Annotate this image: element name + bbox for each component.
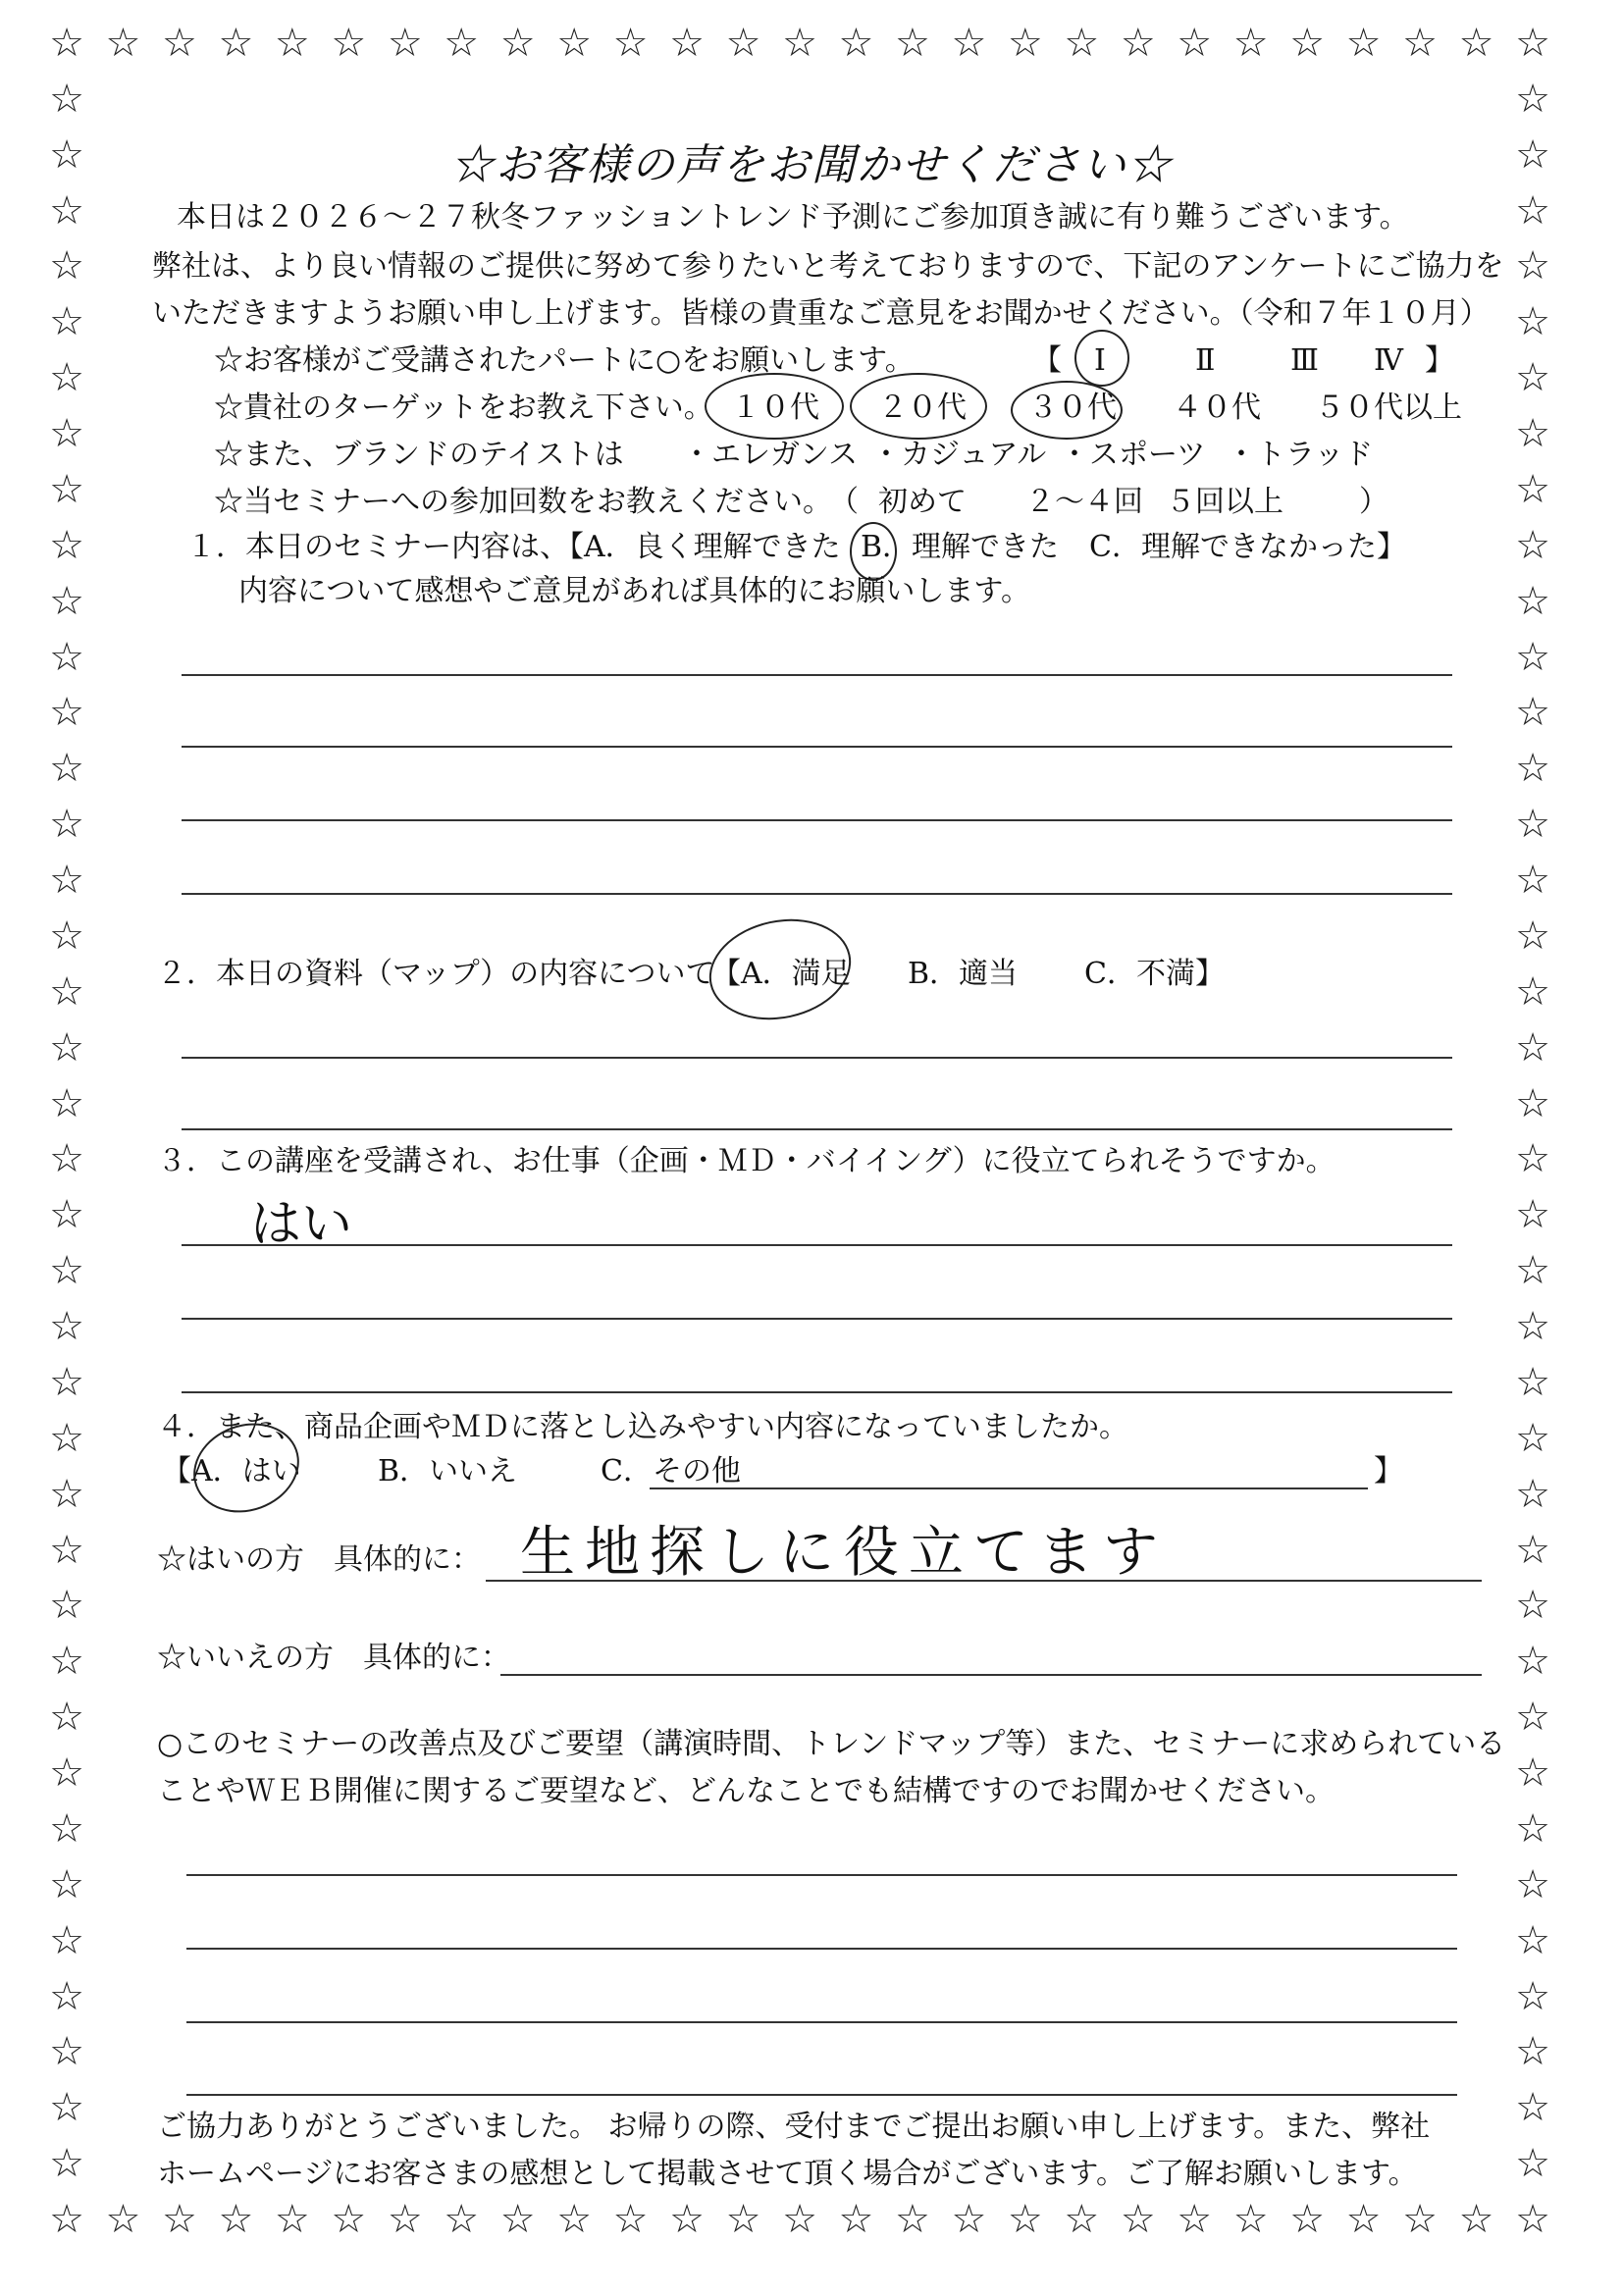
border-star-icon: ☆ [1345,2197,1382,2242]
border-star-icon: ☆ [1515,1192,1550,1238]
q4-option-c[interactable]: C．その他 [601,1454,741,1488]
q4-yes-label: ☆はいの方 具体的に： [157,1542,481,1577]
taste-option-elegance[interactable]: ・エレガンス [682,438,859,472]
q1-option-c[interactable]: C．理解できなかった】 [1089,530,1406,564]
q3-answer-line-1[interactable] [182,1244,1452,1246]
border-star-icon: ☆ [669,2197,705,2242]
count-option-2-4[interactable]: ２～４回 [1025,485,1143,519]
q2-answer-line-2[interactable] [182,1128,1452,1130]
border-star-icon: ☆ [1515,299,1550,345]
border-star-icon: ☆ [49,76,84,122]
border-star-icon: ☆ [49,522,84,568]
question-target-label: ☆貴社のターゲットをお教え下さい。 [214,391,713,425]
border-star-icon: ☆ [556,21,593,66]
border-star-icon: ☆ [49,1861,84,1907]
q4-option-b[interactable]: B．いいえ [378,1454,518,1488]
q2-option-c[interactable]: C．不満】 [1084,957,1225,991]
question-count-open-paren: （ [829,485,859,519]
border-star-icon: ☆ [331,2197,367,2242]
border-star-icon: ☆ [1458,21,1494,66]
border-star-icon: ☆ [49,1639,84,1685]
border-star-icon: ☆ [49,578,84,624]
border-star-icon: ☆ [1289,2197,1326,2242]
border-star-icon: ☆ [1515,1861,1550,1907]
border-star-icon: ☆ [1289,21,1326,66]
q4-close-bracket: 】 [1374,1454,1403,1488]
border-star-icon: ☆ [1515,1527,1550,1573]
border-star-icon: ☆ [1120,2197,1156,2242]
target-option-50s-plus[interactable]: ５０代以上 [1315,391,1462,425]
q1-selected-circle [850,522,897,581]
question-part-label: ☆お客様がご受講されたパートに○をお願いします。 [214,343,915,378]
question-count-close-paren: ） [1359,485,1388,519]
border-star-icon: ☆ [1515,2029,1550,2075]
taste-option-sports[interactable]: ・スポーツ [1060,438,1206,472]
border-star-icon: ☆ [1515,2197,1550,2242]
border-star-icon: ☆ [274,2197,310,2242]
border-star-icon: ☆ [1515,1973,1550,2019]
border-star-icon: ☆ [838,21,874,66]
border-star-icon: ☆ [951,2197,987,2242]
border-star-icon: ☆ [1515,1359,1550,1405]
border-star-icon: ☆ [1515,1136,1550,1182]
part-selected-circle [1074,330,1129,387]
border-star-icon: ☆ [1515,913,1550,959]
border-star-icon: ☆ [1515,1695,1550,1741]
border-star-icon: ☆ [49,1583,84,1629]
border-star-icon: ☆ [894,21,930,66]
border-star-icon: ☆ [49,1248,84,1294]
border-star-icon: ☆ [49,1750,84,1797]
border-star-icon: ☆ [1515,1248,1550,1294]
border-star-icon: ☆ [49,690,84,736]
border-star-icon: ☆ [274,21,310,66]
border-star-icon: ☆ [1177,2197,1213,2242]
border-star-icon: ☆ [49,1415,84,1461]
border-star-icon: ☆ [1515,1304,1550,1350]
border-star-icon: ☆ [1515,76,1550,122]
border-star-icon: ☆ [1515,1583,1550,1629]
intro-line-2: 弊社は、より良い情報のご提供に努めて参りたいと考えておりますので、下記のアンケートにご協力を [152,249,1504,284]
question-taste-label: ☆また、ブランドのテイストは [214,438,624,472]
target-option-30s[interactable]: ３０代 [1028,391,1117,425]
border-star-icon: ☆ [49,913,84,959]
q4-yes-handwritten-answer: 生地探しに役立てます [520,1521,1168,1585]
question-1-sub: 内容について感想やご意見があれば具体的にお願いします。 [238,574,1030,608]
border-star-icon: ☆ [49,466,84,512]
border-star-icon: ☆ [1515,1805,1550,1852]
intro-line-1: 本日は２０２６～２７秋冬ファッショントレンド予測にご参加頂き誠に有り難うございます。 [177,200,1409,235]
border-star-icon: ☆ [49,1471,84,1517]
intro-line-3: いただきますようお願い申し上げます。皆様の貴重なご意見をお聞かせください。（令和７年１０月） [152,296,1490,331]
footer-line-1: ご協力ありがとうございました。 お帰りの際、受付までご提出お願い申し上げます。また、弊社 [157,2110,1431,2144]
border-star-icon: ☆ [161,21,197,66]
border-star-icon: ☆ [1177,21,1213,66]
border-star-icon: ☆ [1515,1024,1550,1070]
border-star-icon: ☆ [556,2197,593,2242]
border-star-icon: ☆ [49,858,84,904]
border-star-icon: ☆ [782,2197,817,2242]
border-star-icon: ☆ [499,2197,536,2242]
border-star-icon: ☆ [444,2197,480,2242]
taste-option-trad[interactable]: ・トラッド [1227,438,1374,472]
q1-answer-line-4[interactable] [182,893,1452,895]
border-star-icon: ☆ [1515,802,1550,848]
target-selected-circle-20s [850,373,987,440]
border-star-icon: ☆ [105,2197,141,2242]
border-star-icon: ☆ [49,1917,84,1963]
border-star-icon: ☆ [1515,355,1550,401]
border-star-icon: ☆ [1515,522,1550,568]
border-star-icon: ☆ [1515,690,1550,736]
q3-answer-line-3[interactable] [182,1391,1452,1393]
q2-selected-circle [700,907,861,1032]
border-star-icon: ☆ [1007,21,1043,66]
part-option-2[interactable]: Ⅱ [1195,343,1216,378]
border-star-icon: ☆ [1515,243,1550,289]
target-option-10s[interactable]: １０代 [731,391,819,425]
border-star-icon: ☆ [1515,746,1550,792]
target-option-40s[interactable]: ４０代 [1173,391,1261,425]
footer-line-2: ホームページにお客さまの感想として掲載させて頂く場合がございます。ご了解お願いします。 [157,2157,1418,2191]
q4-option-a[interactable]: 【A．はい [162,1454,301,1488]
border-star-icon: ☆ [49,187,84,234]
border-star-icon: ☆ [1515,1080,1550,1126]
border-star-icon: ☆ [1064,21,1100,66]
border-star-icon: ☆ [1515,578,1550,624]
q2-answer-line-1[interactable] [182,1057,1452,1059]
q4-no-answer-line[interactable] [500,1674,1482,1676]
q2-option-a[interactable]: 【A．満足 [711,957,851,991]
border-star-icon: ☆ [725,2197,761,2242]
border-star-icon: ☆ [1120,21,1156,66]
q3-answer-line-2[interactable] [182,1318,1452,1320]
border-star-icon: ☆ [49,2085,84,2131]
border-star-icon: ☆ [49,968,84,1015]
border-star-icon: ☆ [1515,858,1550,904]
border-star-icon: ☆ [49,131,84,178]
request-line-1: ○このセミナーの改善点及びご要望（講演時間、トレンドマップ等）また、セミナーに求められている [157,1727,1506,1761]
count-option-first[interactable]: 初めて [878,485,967,519]
request-answer-line-4[interactable] [186,2094,1457,2096]
question-count-label: ☆当セミナーへの参加回数をお教えください。 [214,485,832,519]
border-star-icon: ☆ [49,1973,84,2019]
border-star-icon: ☆ [1515,2141,1550,2187]
border-star-icon: ☆ [387,21,423,66]
border-star-icon: ☆ [1515,2085,1550,2131]
page-title: ☆お客様の声をお聞かせください☆ [450,140,1173,190]
border-star-icon: ☆ [1064,2197,1100,2242]
q4-no-label: ☆いいえの方 具体的に： [157,1641,510,1675]
border-star-icon: ☆ [49,1136,84,1182]
border-star-icon: ☆ [725,21,761,66]
border-star-icon: ☆ [331,21,367,66]
question-3-text: ３．この講座を受講され、お仕事（企画・ＭＤ・バイイング）に役立てられそうですか。 [157,1144,1335,1178]
border-star-icon: ☆ [49,1080,84,1126]
border-star-icon: ☆ [1232,2197,1269,2242]
count-option-5-plus[interactable]: ５回以上 [1166,485,1283,519]
request-line-2: ことやＷＥＢ開催に関するご要望など、どんなことでも結構ですのでお聞かせください。 [157,1774,1335,1808]
border-star-icon: ☆ [1515,131,1550,178]
border-star-icon: ☆ [838,2197,874,2242]
target-selected-circle-30s [1011,381,1123,440]
border-star-icon: ☆ [387,2197,423,2242]
q3-handwritten-answer: はい [250,1195,353,1254]
border-star-icon: ☆ [49,746,84,792]
question-4-text: ４．また、商品企画やＭＤに落とし込みやすい内容になっていましたか。 [157,1410,1128,1444]
border-star-icon: ☆ [49,1359,84,1405]
border-star-icon: ☆ [49,1304,84,1350]
border-star-icon: ☆ [218,2197,254,2242]
border-star-icon: ☆ [1515,411,1550,457]
border-star-icon: ☆ [49,634,84,680]
border-star-icon: ☆ [49,1192,84,1238]
border-star-icon: ☆ [49,1527,84,1573]
border-star-icon: ☆ [1402,21,1438,66]
border-star-icon: ☆ [1515,1917,1550,1963]
border-star-icon: ☆ [49,355,84,401]
border-star-icon: ☆ [49,299,84,345]
border-star-icon: ☆ [49,411,84,457]
border-star-icon: ☆ [894,2197,930,2242]
border-star-icon: ☆ [1232,21,1269,66]
border-star-icon: ☆ [1402,2197,1438,2242]
border-star-icon: ☆ [1515,634,1550,680]
border-star-icon: ☆ [49,2197,84,2242]
border-star-icon: ☆ [1515,466,1550,512]
border-star-icon: ☆ [1515,1639,1550,1685]
border-star-icon: ☆ [49,2141,84,2187]
q1-answer-line-3[interactable] [182,819,1452,821]
border-star-icon: ☆ [1458,2197,1494,2242]
border-star-icon: ☆ [1515,1471,1550,1517]
border-star-icon: ☆ [951,21,987,66]
border-star-icon: ☆ [1515,1750,1550,1797]
q1-answer-line-2[interactable] [182,746,1452,748]
border-star-icon: ☆ [218,21,254,66]
question-1-text: １．本日のセミナー内容は、【A．良く理解できた [186,530,841,564]
border-star-icon: ☆ [49,1805,84,1852]
border-star-icon: ☆ [1007,2197,1043,2242]
border-star-icon: ☆ [1515,1415,1550,1461]
q2-option-b[interactable]: B．適当 [908,957,1019,991]
taste-option-casual[interactable]: ・カジュアル [871,438,1047,472]
border-star-icon: ☆ [49,243,84,289]
border-star-icon: ☆ [49,21,84,66]
border-star-icon: ☆ [161,2197,197,2242]
border-star-icon: ☆ [499,21,536,66]
border-star-icon: ☆ [782,21,817,66]
part-option-4[interactable]: Ⅳ [1374,343,1403,378]
q1-answer-line-1[interactable] [182,674,1452,676]
border-star-icon: ☆ [1515,187,1550,234]
request-answer-line-3[interactable] [186,2021,1457,2023]
question-part-close-bracket: 】 [1425,343,1454,378]
q1-option-b[interactable]: B．理解できた [861,530,1060,564]
request-answer-line-2[interactable] [186,1948,1457,1950]
border-star-icon: ☆ [1515,968,1550,1015]
target-option-20s[interactable]: ２０代 [878,391,967,425]
target-selected-circle-10s [705,373,844,440]
q4-yes-answer-line[interactable] [486,1580,1482,1582]
border-star-icon: ☆ [49,1024,84,1070]
border-star-icon: ☆ [1345,21,1382,66]
question-2-text: ２．本日の資料（マップ）の内容について [157,957,715,991]
border-star-icon: ☆ [49,1695,84,1741]
border-star-icon: ☆ [1515,21,1550,66]
border-star-icon: ☆ [669,21,705,66]
q4-other-line[interactable] [650,1487,1368,1489]
part-option-3[interactable]: Ⅲ [1290,343,1319,378]
border-star-icon: ☆ [612,21,649,66]
border-star-icon: ☆ [105,21,141,66]
question-part-open-bracket: 【 [1032,343,1062,378]
part-option-1[interactable]: Ⅰ [1094,343,1106,378]
request-answer-line-1[interactable] [186,1874,1457,1876]
border-star-icon: ☆ [612,2197,649,2242]
border-star-icon: ☆ [49,2029,84,2075]
border-star-icon: ☆ [49,802,84,848]
border-star-icon: ☆ [444,21,480,66]
